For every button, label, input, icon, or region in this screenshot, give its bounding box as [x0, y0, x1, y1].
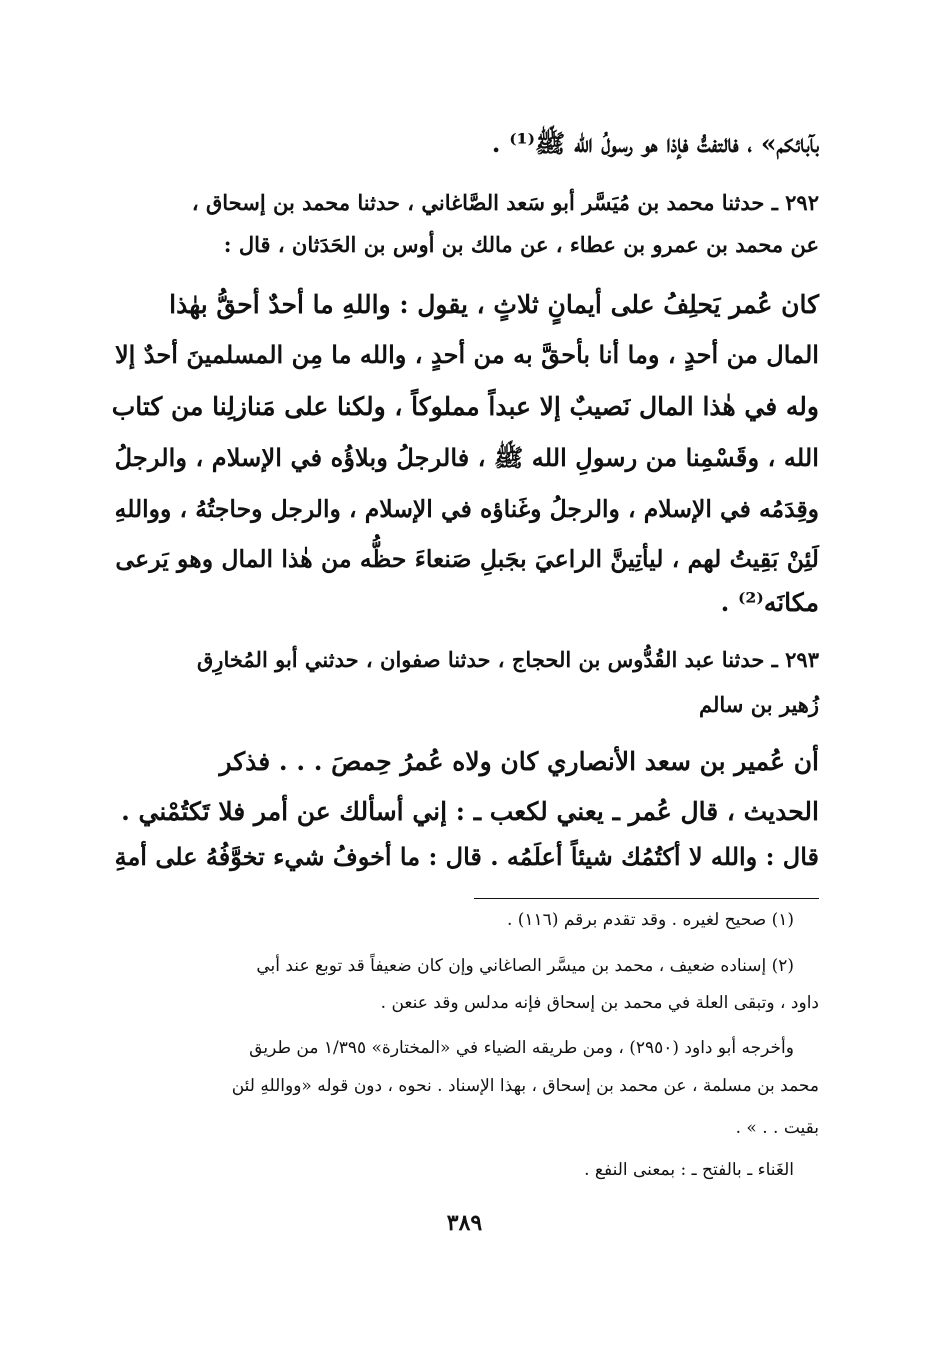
hadith-293-matn-line-1: أن عُمير بن سعد الأنصاري كان ولاه عُمرُ حِمصَ . . . فذكر — [219, 747, 819, 776]
hadith-293-matn-line-2: الحديث ، قال عُمر ـ يعني لكعب ـ : إني أسألك عن أمر فلا تَكتُمْني . — [121, 797, 819, 826]
hadith-292-matn-line-1: كان عُمر يَحلِفُ على أيمانٍ ثلاثٍ ، يقول : واللهِ ما أحدٌ أحقُّ بهٰذا — [169, 290, 819, 319]
footnote-1: (١) صحيح لغيره . وقد تقدم برقم (١١٦) . — [506, 910, 794, 930]
continuation-line: بآبائكم» ، فالتفتُّ فإذا هو رسولُ الله ﷺ⁽¹⁾ . — [491, 129, 819, 158]
page-number: ٣٨٩ — [446, 1210, 483, 1236]
hadith-293-isnad-line-2: زُهير بن سالم — [699, 692, 819, 717]
footnote-divider — [474, 898, 819, 899]
footnote-2-line-3: وأخرجه أبو داود (٢٩٥٠) ، ومن طريقه الضياء في «المختارة» ١/٣٩٥ من طريق — [249, 1038, 794, 1058]
hadith-292-isnad-line-2: عن محمد بن عمرو بن عطاء ، عن مالك بن أوس بن الحَدَثان ، قال : — [223, 232, 819, 257]
hadith-293-isnad-line-1: ٢٩٣ ـ حدثنا عبد القُدُّوس بن الحجاج ، حدثنا صفوان ، حدثني أبو المُخارِق — [197, 647, 819, 672]
hadith-292-matn-line-5: وقِدَمُه في الإسلام ، والرجلُ وغَناؤه في الإسلام ، والرجل وحاجتُهُ ، وواللهِ — [114, 495, 819, 523]
hadith-293-matn-line-3: قال : والله لا أكتُمُك شيئاً أعلَمُه . قال : ما أخوفُ شيء تخوَّفُهُ على أمةِ — [114, 842, 819, 871]
footnote-2-line-2: داود ، وتبقى العلة في محمد بن إسحاق فإنه مدلس وقد عنعن . — [380, 993, 819, 1013]
hadith-292-matn-line-4: الله ، وقَسْمِنا من رسولِ الله ﷺ ، فالرجلُ وبلاؤُه في الإسلام ، والرجلُ — [114, 443, 819, 472]
hadith-292-matn-line-3: وله في هٰذا المال نَصيبٌ إلا عبداً مملوكاً ، ولكنا على مَنازلِنا من كتاب — [111, 392, 819, 421]
hadith-292-matn-line-7: مكانَه⁽²⁾ . — [720, 588, 819, 617]
footnote-2-line-4: محمد بن مسلمة ، عن محمد بن إسحاق ، بهذا الإسناد . نحوه ، دون قوله «وواللهِ لئن — [231, 1076, 819, 1096]
footnote-2-line-5: بقيت . . » . — [735, 1118, 819, 1138]
hadith-292-matn-line-6: لَئِنْ بَقِيتُ لهم ، ليأتِينَّ الراعيَ بجَبلِ صَنعاءَ حظُّه من هٰذا المال وهو يَرعى — [115, 545, 819, 573]
hadith-292-isnad-line-1: ٢٩٢ ـ حدثنا محمد بن مُيَسَّر أبو سَعد الصَّاغاني ، حدثنا محمد بن إسحاق ، — [191, 190, 819, 215]
footnote-2-line-6: الغَناء ـ بالفتح ـ : بمعنى النفع . — [584, 1160, 794, 1180]
hadith-292-matn-line-2: المال من أحدٍ ، وما أنا بأحقَّ به من أحدٍ ، والله ما مِن المسلمينَ أحدٌ إلا — [114, 340, 819, 369]
footnote-2-line-1: (٢) إسناده ضعيف ، محمد بن ميسَّر الصاغاني وإن كان ضعيفاً قد توبع عند أبي — [256, 956, 794, 976]
